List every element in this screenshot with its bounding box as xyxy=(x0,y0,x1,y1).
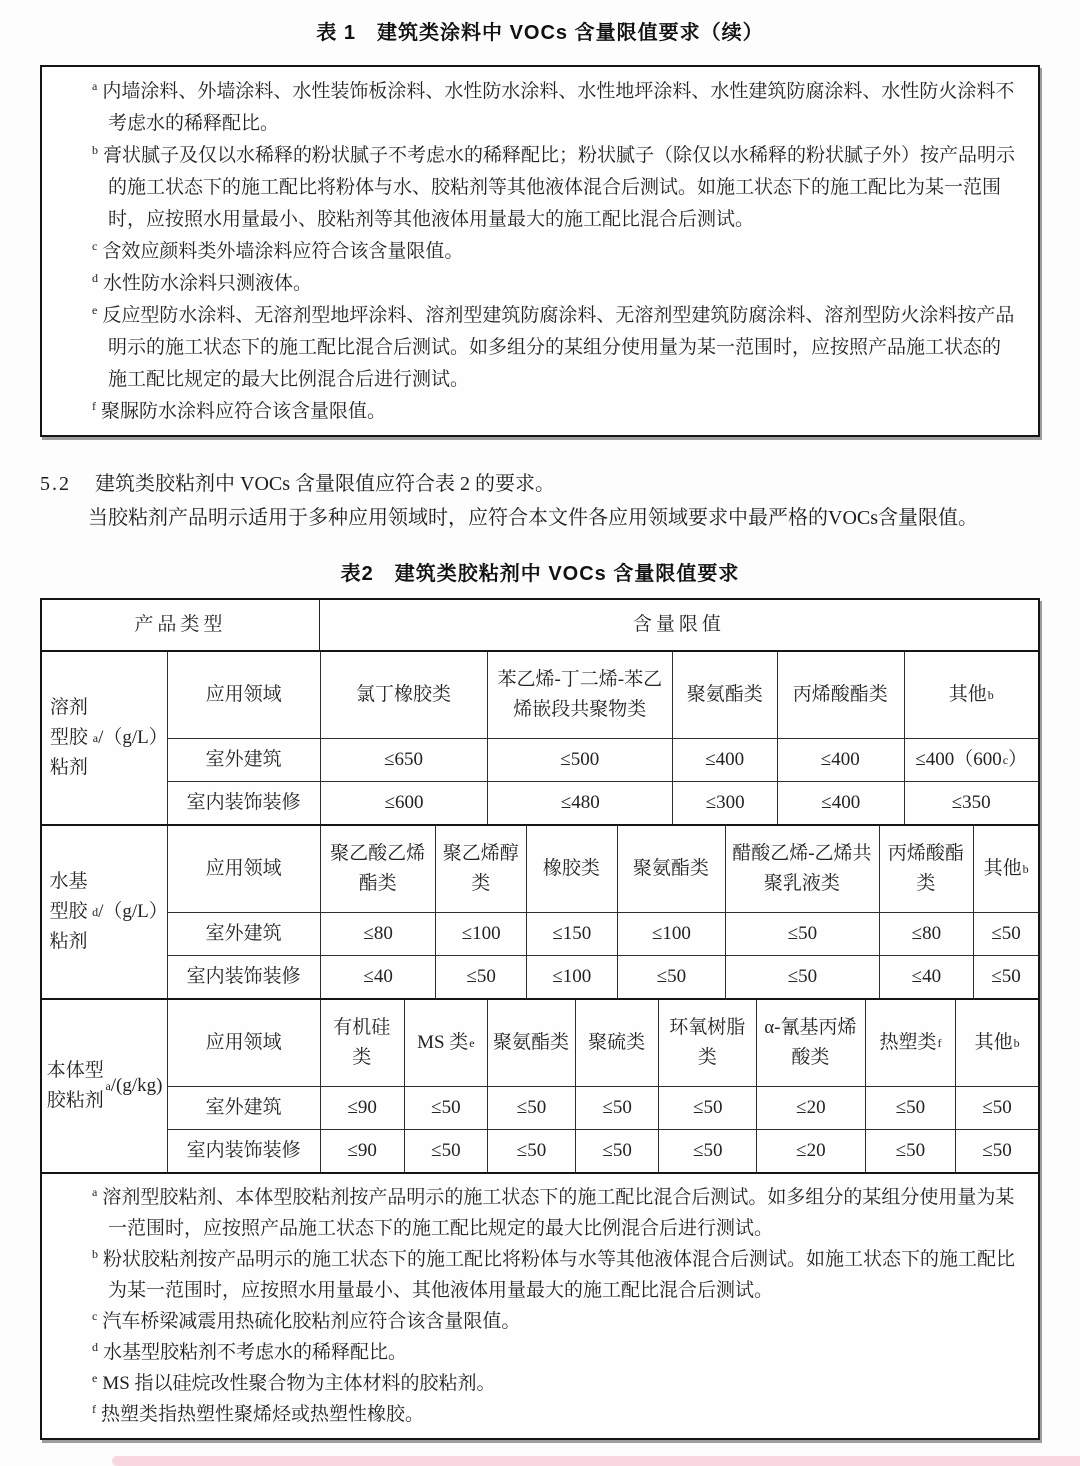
note-marker: c xyxy=(92,1308,98,1323)
table1-note-c xyxy=(92,236,1016,268)
value-cell: ≤300 xyxy=(672,781,777,824)
clause-5-2 xyxy=(40,467,1054,501)
value-cell: ≤40 xyxy=(879,955,974,998)
app-field-label: 应用领域 xyxy=(167,652,320,738)
value-cell: ≤400（600 c ） xyxy=(904,738,1038,781)
value-cell: ≤50 xyxy=(617,955,726,998)
table2-note-a xyxy=(92,1182,1016,1244)
category-cell: 热塑类 f xyxy=(865,1000,956,1086)
category-cell: 橡胶类 xyxy=(526,826,617,912)
note-marker: b xyxy=(92,1246,98,1261)
value-cell: ≤20 xyxy=(756,1129,865,1172)
table2-note-b xyxy=(92,1244,1016,1306)
row-label: 室内装饰装修 xyxy=(167,1129,320,1172)
value-cell: ≤100 xyxy=(435,912,526,955)
row-label: 室外建筑 xyxy=(167,738,320,781)
row-label: 室外建筑 xyxy=(167,1086,320,1129)
value-cell: ≤90 xyxy=(320,1129,404,1172)
row-label: 室内装饰装修 xyxy=(167,955,320,998)
app-field-label: 应用领域 xyxy=(167,1000,320,1086)
value-cell: ≤50 xyxy=(973,955,1038,998)
category-cell: 聚硫类 xyxy=(575,1000,659,1086)
category-cell: 聚乙酸乙烯酯类 xyxy=(320,826,436,912)
note-marker: f xyxy=(92,1401,96,1416)
table1-note-a xyxy=(92,76,1016,140)
clause-5-2-paragraph: 当胶粘剂产品明示适用于多种应用领域时，应符合本文件各应用领域要求中最严格的VOCs含量限值。 xyxy=(88,507,979,529)
value-cell: ≤50 xyxy=(575,1129,659,1172)
table1-note-b xyxy=(92,140,1016,236)
note-marker: d xyxy=(92,1339,98,1354)
value-cell: ≤50 xyxy=(955,1129,1038,1172)
category-cell: 醋酸乙烯-乙烯共聚乳液类 xyxy=(725,826,878,912)
value-cell: ≤500 xyxy=(487,738,672,781)
value-cell: ≤50 xyxy=(487,1129,575,1172)
note-marker: f xyxy=(92,398,96,413)
note-text: 粉状胶粘剂按产品明示的施工状态下的施工配比将粉体与水等其他液体混合后测试。如施工状态下的施工配比为某一范围时，应按照水用量最小、其他液体用量最大的施工配比混合后测试。 xyxy=(103,1249,1016,1301)
value-cell: ≤20 xyxy=(756,1086,865,1129)
category-cell: 丙烯酸酯类 xyxy=(879,826,974,912)
value-cell: ≤50 xyxy=(955,1086,1038,1129)
note-text: MS 指以硅烷改性聚合物为主体材料的胶粘剂。 xyxy=(102,1373,496,1394)
table2-note-e xyxy=(92,1368,1016,1399)
value-cell: ≤50 xyxy=(865,1129,956,1172)
value-cell: ≤600 xyxy=(320,781,487,824)
value-cell: ≤480 xyxy=(487,781,672,824)
header-limit: 含量限值 xyxy=(632,614,725,635)
table1-note-d xyxy=(92,268,1016,300)
value-cell: ≤50 xyxy=(404,1129,488,1172)
value-cell: ≤80 xyxy=(879,912,974,955)
value-cell: ≤90 xyxy=(320,1086,404,1129)
table1-title: 表 1 建筑类涂料中 VOCs 含量限值要求（续） xyxy=(316,22,764,44)
section-solvent-adhesive xyxy=(42,650,1038,824)
note-text: 水性防水涂料只测液体。 xyxy=(103,273,313,294)
table1-footnotes-box xyxy=(40,65,1040,437)
section-bulk-adhesive xyxy=(42,998,1038,1172)
category-cell: 其他 b xyxy=(904,652,1038,738)
category-cell: α-氰基丙烯酸类 xyxy=(756,1000,865,1086)
value-cell: ≤50 xyxy=(725,955,878,998)
table1-note-f xyxy=(92,396,1016,428)
category-cell: 其他 b xyxy=(973,826,1038,912)
clause-text: 建筑类胶粘剂中 VOCs 含量限值应符合表 2 的要求。 xyxy=(95,473,556,495)
table2-note-d xyxy=(92,1337,1016,1368)
value-cell: ≤50 xyxy=(658,1086,756,1129)
note-marker: d xyxy=(92,270,98,285)
section-name: 本体型胶粘剂 a /(g/kg) xyxy=(46,1060,163,1111)
value-cell: ≤80 xyxy=(320,912,436,955)
row-label: 室外建筑 xyxy=(167,912,320,955)
table2-footnotes xyxy=(42,1172,1038,1438)
note-marker: e xyxy=(92,302,98,317)
category-cell: 其他 b xyxy=(955,1000,1038,1086)
value-cell: ≤50 xyxy=(435,955,526,998)
value-cell: ≤650 xyxy=(320,738,487,781)
value-cell: ≤50 xyxy=(658,1129,756,1172)
note-text: 汽车桥梁减震用热硫化胶粘剂应符合该含量限值。 xyxy=(102,1311,521,1332)
section-water-adhesive xyxy=(42,824,1038,998)
category-cell: 环氧树脂类 xyxy=(658,1000,756,1086)
value-cell: ≤50 xyxy=(725,912,878,955)
value-cell: ≤150 xyxy=(526,912,617,955)
note-marker: e xyxy=(92,1370,98,1385)
header-product-type: 产品类型 xyxy=(42,600,320,650)
category-cell: 聚氨酯类 xyxy=(617,826,726,912)
note-text: 反应型防水涂料、无溶剂型地坪涂料、溶剂型建筑防腐涂料、无溶剂型建筑防腐涂料、溶剂型防火涂料按产品明示的施工状态下的施工配比混合后测试。如多组分的某组分使用量为某一范围时，应按照产品施工状态的施工配比规定的最大比例混合后进行测试。 xyxy=(102,305,1015,390)
value-cell: ≤50 xyxy=(575,1086,659,1129)
category-cell: MS 类 e xyxy=(404,1000,488,1086)
bottom-highlight-artifact xyxy=(112,1456,1080,1466)
value-cell: ≤400 xyxy=(777,738,903,781)
value-cell: ≤50 xyxy=(865,1086,956,1129)
section-name: 溶剂型胶粘剂 a /（g/L） xyxy=(49,697,168,778)
value-cell: ≤40 xyxy=(320,955,436,998)
value-cell: ≤50 xyxy=(404,1086,488,1129)
row-label: 室内装饰装修 xyxy=(167,781,320,824)
table2-header-row xyxy=(42,600,1038,650)
note-marker: c xyxy=(92,238,98,253)
table1-note-e xyxy=(92,300,1016,396)
value-cell: ≤400 xyxy=(777,781,903,824)
category-cell: 苯乙烯-丁二烯-苯乙烯嵌段共聚物类 xyxy=(487,652,672,738)
value-cell: ≤50 xyxy=(973,912,1038,955)
table2 xyxy=(40,598,1040,1440)
note-text: 水基型胶粘剂不考虑水的稀释配比。 xyxy=(103,1342,408,1363)
note-text: 热塑类指热塑性聚烯烃或热塑性橡胶。 xyxy=(101,1404,425,1425)
note-text: 膏状腻子及仅以水稀释的粉状腻子不考虑水的稀释配比；粉状腻子（除仅以水稀释的粉状腻子外）按产品明示的施工状态下的施工配比将粉体与水、胶粘剂等其他液体混合后测试。如施工状态下的施工配比为某一范围时，应按照水用量最小、胶粘剂等其他液体用量最大的施工配比混合后测试。 xyxy=(103,145,1016,230)
table2-note-f xyxy=(92,1399,1016,1430)
note-text: 溶剂型胶粘剂、本体型胶粘剂按产品明示的施工状态下的施工配比混合后测试。如多组分的某组分使用量为某一范围时，应按照产品施工状态下的施工配比规定的最大比例混合后进行测试。 xyxy=(102,1187,1015,1239)
category-cell: 有机硅类 xyxy=(320,1000,404,1086)
note-marker: a xyxy=(92,78,98,93)
value-cell: ≤100 xyxy=(526,955,617,998)
category-cell: 聚乙烯醇类 xyxy=(435,826,526,912)
table2-note-c xyxy=(92,1306,1016,1337)
value-cell: ≤400 xyxy=(672,738,777,781)
note-marker: a xyxy=(92,1184,98,1199)
note-text: 聚脲防水涂料应符合该含量限值。 xyxy=(101,401,387,422)
app-field-label: 应用领域 xyxy=(167,826,320,912)
category-cell: 丙烯酸酯类 xyxy=(777,652,903,738)
note-marker: b xyxy=(92,142,98,157)
note-text: 内墙涂料、外墙涂料、水性装饰板涂料、水性防水涂料、水性地坪涂料、水性建筑防腐涂料、水性防火涂料不考虑水的稀释配比。 xyxy=(102,81,1015,134)
value-cell: ≤350 xyxy=(904,781,1038,824)
value-cell: ≤100 xyxy=(617,912,726,955)
note-text: 含效应颜料类外墙涂料应符合该含量限值。 xyxy=(102,241,464,262)
category-cell: 聚氨酯类 xyxy=(672,652,777,738)
category-cell: 聚氨酯类 xyxy=(487,1000,575,1086)
category-cell: 氯丁橡胶类 xyxy=(320,652,487,738)
table2-title: 表2 建筑类胶粘剂中 VOCs 含量限值要求 xyxy=(340,563,740,585)
section-name: 水基型胶粘剂 d /（g/L） xyxy=(49,871,168,952)
clause-number: 5.2 xyxy=(40,473,71,495)
value-cell: ≤50 xyxy=(487,1086,575,1129)
